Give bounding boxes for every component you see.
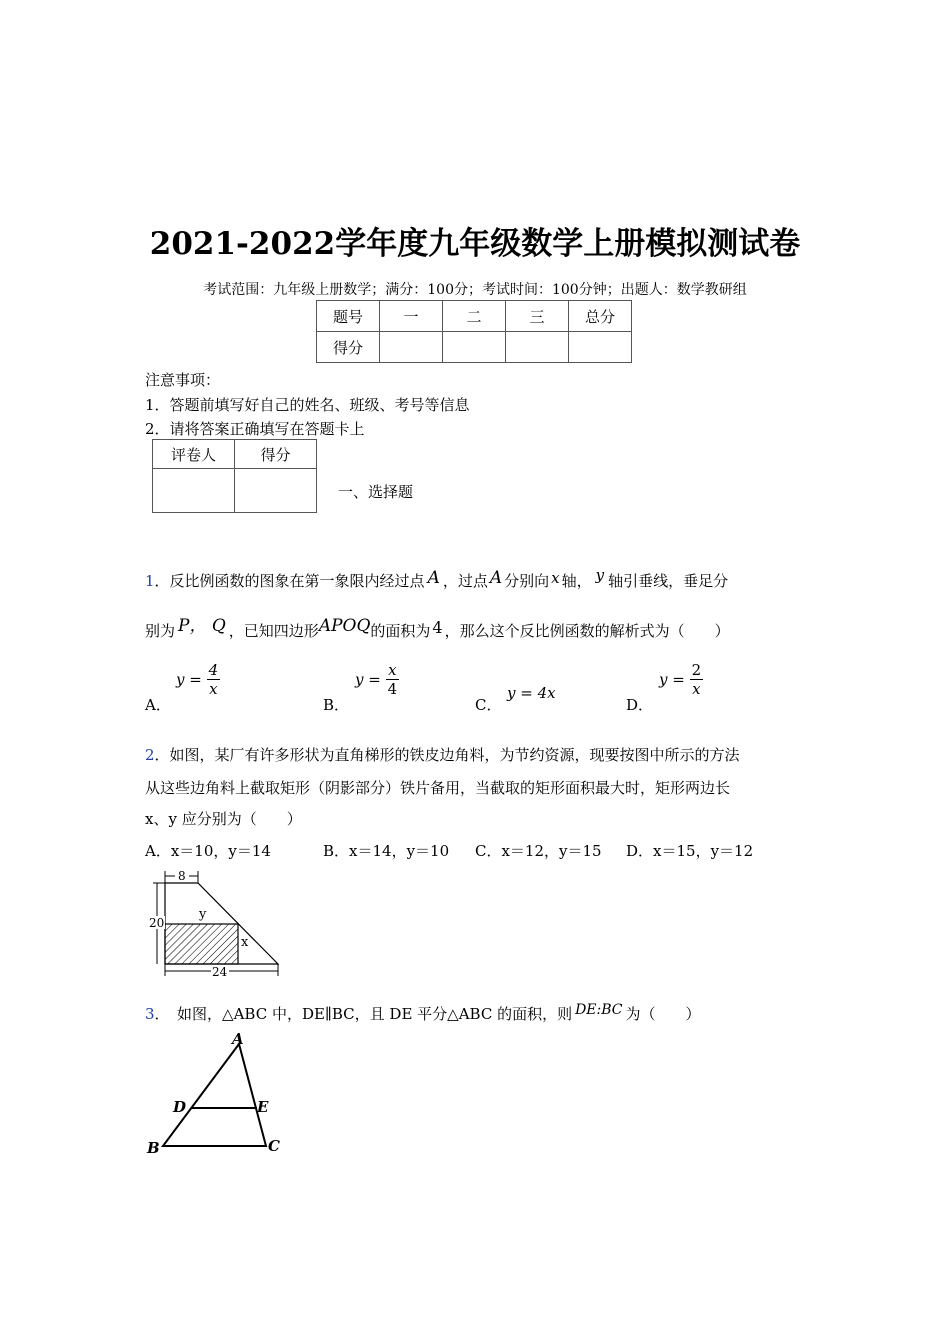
text: ．反比例函数的图象在第一象限内经过点 bbox=[154, 572, 425, 590]
notes-heading: 注意事项： bbox=[145, 371, 221, 389]
math-var: A bbox=[427, 568, 440, 588]
question-2-line-3: x、y 应分别为（ ） bbox=[145, 810, 302, 828]
denominator: 4 bbox=[387, 680, 398, 698]
vertex-label-b: B bbox=[147, 1139, 160, 1157]
question-number: 2 bbox=[145, 746, 155, 764]
option-c: C．x＝12，y＝15 bbox=[475, 842, 602, 860]
note-item: 2．请将答案正确填写在答题卡上 bbox=[145, 420, 365, 438]
table-cell: 总分 bbox=[569, 301, 632, 332]
numerator: 2 bbox=[691, 661, 702, 679]
numerator: x bbox=[386, 661, 400, 680]
question-number: 3 bbox=[145, 1005, 155, 1023]
label-top: 8 bbox=[178, 869, 186, 883]
math-var: A bbox=[489, 568, 503, 588]
score-input-cell[interactable] bbox=[443, 332, 506, 363]
math-ratio: DE:BC bbox=[575, 1002, 623, 1018]
fraction bbox=[386, 661, 400, 698]
math-expr: y = bbox=[355, 670, 381, 689]
table-cell: 评卷人 bbox=[153, 440, 235, 469]
option-b-expr bbox=[355, 661, 399, 698]
denominator: x bbox=[209, 680, 218, 698]
triangle-figure bbox=[145, 1028, 290, 1160]
table-row bbox=[153, 440, 317, 469]
exam-info: 考试范围：九年级上册数学；满分：100分；考试时间：100分钟；出题人：数学教研组 bbox=[203, 282, 747, 298]
option-label: D． bbox=[626, 696, 654, 714]
table-row bbox=[153, 469, 317, 513]
denominator: x bbox=[692, 680, 701, 698]
trapezoid-figure bbox=[145, 866, 285, 981]
label-left: 20 bbox=[149, 916, 165, 930]
option-label: A． bbox=[145, 696, 171, 714]
option-d-expr bbox=[659, 661, 703, 698]
text: 轴， bbox=[561, 572, 592, 590]
table-cell: 二 bbox=[443, 301, 506, 332]
note-item: 1．答题前填写好自己的姓名、班级、考号等信息 bbox=[145, 396, 470, 414]
text: 的面积为 bbox=[370, 622, 431, 640]
section-heading: 一、选择题 bbox=[338, 483, 414, 501]
page-title: 2021-2022学年度九年级数学上册模拟测试卷 bbox=[149, 226, 801, 262]
table-row bbox=[317, 332, 632, 363]
triangle-abc bbox=[163, 1044, 266, 1146]
grader-table bbox=[152, 439, 317, 513]
question-2-line-1 bbox=[145, 744, 740, 765]
label-y: y bbox=[199, 907, 207, 922]
label-x: x bbox=[241, 935, 249, 950]
score-table bbox=[316, 300, 632, 363]
option-a-expr bbox=[176, 661, 220, 698]
text: ． 如图，△ABC 中，DE∥BC，且 DE 平分△ABC 的面积，则 bbox=[154, 1005, 573, 1023]
fraction bbox=[207, 661, 221, 698]
table-cell: 三 bbox=[506, 301, 569, 332]
text: ．如图，某厂有许多形状为直角梯形的铁皮边角料，为节约资源，现要按图中所示的方法 bbox=[154, 746, 740, 764]
text: 别为 bbox=[145, 622, 176, 640]
label-bottom: 24 bbox=[212, 965, 228, 979]
text: 为（ ） bbox=[625, 1005, 701, 1023]
fraction bbox=[690, 661, 704, 698]
math-num: 4 bbox=[432, 618, 443, 637]
grader-input-cell[interactable] bbox=[235, 469, 317, 513]
option-d: D．x＝15，y＝12 bbox=[626, 842, 754, 860]
text: 轴引垂线，垂足分 bbox=[608, 572, 729, 590]
score-input-cell[interactable] bbox=[506, 332, 569, 363]
text: ，那么这个反比例函数的解析式为（ ） bbox=[444, 622, 730, 640]
table-cell: 一 bbox=[380, 301, 443, 332]
grader-input-cell[interactable] bbox=[153, 469, 235, 513]
option-c-expr: y = 4x bbox=[507, 684, 556, 702]
table-cell: 得分 bbox=[235, 440, 317, 469]
math-expr: y = bbox=[659, 670, 685, 689]
math-expr: y = bbox=[176, 670, 202, 689]
table-cell: 得分 bbox=[317, 332, 380, 363]
numerator: 4 bbox=[208, 661, 219, 679]
option-a: A．x＝10，y＝14 bbox=[145, 842, 271, 860]
table-cell: 题号 bbox=[317, 301, 380, 332]
option-label: B． bbox=[323, 696, 350, 714]
option-label: C． bbox=[475, 696, 502, 714]
score-input-cell[interactable] bbox=[569, 332, 632, 363]
score-input-cell[interactable] bbox=[380, 332, 443, 363]
vertex-label-e: E bbox=[257, 1098, 269, 1116]
question-1-line-1 bbox=[145, 566, 728, 591]
vertex-label-d: D bbox=[173, 1098, 187, 1116]
question-number: 1 bbox=[145, 572, 155, 590]
shaded-rectangle bbox=[165, 924, 238, 964]
vertex-label-a: A bbox=[232, 1030, 244, 1048]
question-1-line-2 bbox=[145, 611, 730, 641]
text: ，已知四边形 bbox=[228, 622, 319, 640]
text: ，过点 bbox=[442, 572, 488, 590]
math-var: APOQ bbox=[318, 616, 371, 636]
math-var: P， Q bbox=[178, 616, 226, 636]
table-row bbox=[317, 301, 632, 332]
text: 分别向 bbox=[504, 572, 550, 590]
math-var: x bbox=[551, 569, 560, 587]
vertex-label-c: C bbox=[268, 1137, 280, 1155]
question-2-line-2: 从这些边角料上截取矩形（阴影部分）铁片备用，当截取的矩形面积最大时，矩形两边长 bbox=[145, 779, 731, 797]
question-3-line-1 bbox=[145, 1002, 701, 1024]
option-b: B．x＝14，y＝10 bbox=[323, 842, 450, 860]
math-var: y bbox=[595, 566, 605, 584]
